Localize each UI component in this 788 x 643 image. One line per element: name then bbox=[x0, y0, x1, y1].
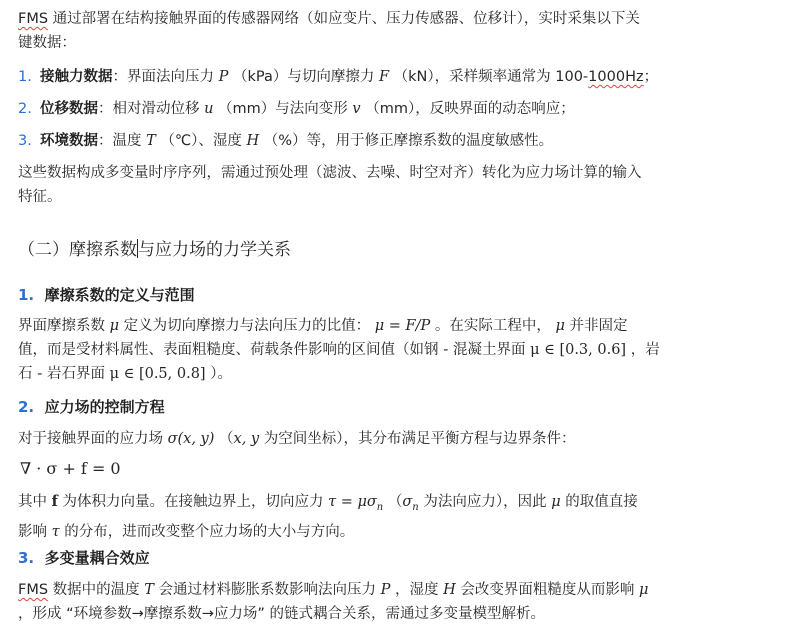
text: 其中 bbox=[18, 494, 52, 510]
text: ，岩 bbox=[626, 342, 660, 358]
subheading-number: 1. bbox=[18, 286, 35, 304]
text: （ bbox=[383, 494, 403, 510]
math-symbol-tau: τ bbox=[51, 523, 60, 540]
coupling-paragraph bbox=[18, 578, 770, 626]
summary-line-2: 特征。 bbox=[18, 189, 62, 205]
list-item-text: （kPa）与切向摩擦力 bbox=[228, 69, 379, 85]
math-symbol-F: F bbox=[378, 69, 390, 85]
list-item-text: ：界面法向压力 bbox=[112, 69, 219, 85]
math-sigma-xy: σ(x, y) bbox=[167, 431, 215, 447]
intro-line-1: 通过部署在结构接触界面的传感器网络（如应变片、压力传感器、位移计），实时采集以下关 bbox=[48, 11, 640, 27]
range-steel-concrete: μ ∈ [0.3, 0.6] bbox=[530, 342, 627, 358]
math-symbol-H: H bbox=[246, 133, 260, 149]
list-item-text: （mm）与法向变形 bbox=[213, 101, 353, 117]
math-symbol-u: u bbox=[204, 101, 214, 117]
text: 数据中的温度 bbox=[48, 582, 145, 598]
math-symbol-P: P bbox=[380, 582, 391, 598]
sampling-rate: 100-1000Hz bbox=[555, 69, 644, 85]
math-symbol-mu: μ bbox=[639, 582, 649, 598]
text: 影响 bbox=[18, 523, 52, 540]
list-item-title: 环境数据 bbox=[40, 133, 98, 149]
text: 的分布，进而改变整个应力场的大小与方向。 bbox=[59, 523, 355, 540]
list-item-environment bbox=[18, 129, 770, 153]
list-item-text: （mm），反映界面的动态响应； bbox=[360, 101, 575, 117]
text: 的取值直接 bbox=[560, 494, 638, 510]
math-symbol-mu: μ bbox=[109, 318, 120, 334]
text: 为体积力向量。在接触边界上，切向应力 bbox=[57, 494, 329, 510]
subheading-title: 多变量耦合效应 bbox=[44, 549, 150, 567]
list-item-text: ：温度 bbox=[98, 133, 147, 149]
list-item-displacement bbox=[18, 97, 770, 121]
list-item-text: （℃）、湿度 bbox=[155, 133, 247, 149]
subheading-number: 2. bbox=[18, 398, 35, 416]
subscript-n: n bbox=[376, 501, 384, 513]
equation-mu-definition: μ = F/P bbox=[374, 318, 431, 334]
subheading-number: 3. bbox=[18, 549, 35, 567]
text: 石 - 岩石界面 bbox=[18, 366, 110, 382]
list-item-title: 接触力数据 bbox=[40, 69, 113, 85]
list-item-text: （kN），采样频率通常为 bbox=[389, 69, 556, 85]
text: ，湿度 bbox=[390, 582, 444, 598]
list-item-contact-force bbox=[18, 65, 770, 89]
list-item-text: ； bbox=[643, 69, 659, 85]
list-number: 2. bbox=[18, 101, 32, 117]
text: 值，而是受材料属性、表面粗糙度、荷载条件影响的区间值（如钢 - 混凝土界面 bbox=[18, 342, 531, 358]
stress-explanation-paragraph bbox=[18, 490, 770, 544]
text: 对于接触界面的应力场 bbox=[18, 431, 168, 447]
math-sigma-n: σ bbox=[402, 494, 413, 510]
math-symbol-v: v bbox=[352, 101, 361, 117]
subheading-friction-definition bbox=[18, 283, 195, 307]
text: 定义为切向摩擦力与法向压力的比值： bbox=[119, 318, 375, 334]
subheading-stress-equation bbox=[18, 395, 165, 419]
text: 会通过材料膨胀系数影响法向压力 bbox=[153, 582, 381, 598]
equation-tau: τ = μσ bbox=[328, 494, 377, 510]
math-symbol-T: T bbox=[146, 133, 156, 149]
section-heading-part: （二）摩擦系数 bbox=[18, 240, 137, 260]
text: 并非固定 bbox=[564, 318, 628, 334]
summary-paragraph bbox=[18, 161, 770, 209]
list-item-text: （%）等，用于修正摩擦系数的温度敏感性。 bbox=[259, 133, 554, 149]
text: 。在实际工程中， bbox=[430, 318, 556, 334]
list-item-title: 位移数据 bbox=[40, 101, 98, 117]
text: 界面摩擦系数 bbox=[18, 318, 110, 334]
math-symbol-T: T bbox=[144, 582, 154, 598]
text: 会改变界面粗糙度从而影响 bbox=[455, 582, 640, 598]
fms-acronym: FMS bbox=[18, 11, 49, 27]
stress-intro-line bbox=[18, 427, 770, 451]
friction-definition-paragraph bbox=[18, 314, 770, 386]
text: 为法向应力），因此 bbox=[418, 494, 552, 510]
section-heading bbox=[18, 238, 291, 262]
text: （ bbox=[214, 431, 234, 447]
math-xy: x, y bbox=[233, 431, 260, 447]
equilibrium-equation: ∇ · σ + f = 0 bbox=[20, 459, 121, 478]
intro-line-2: 键数据： bbox=[18, 35, 76, 51]
math-vector-f: f bbox=[51, 493, 58, 510]
subscript-n: n bbox=[412, 501, 419, 513]
list-item-text: ：相对滑动位移 bbox=[98, 101, 205, 117]
range-rock-rock: μ ∈ [0.5, 0.8] bbox=[109, 366, 206, 382]
coupling-line-2: ，形成 “环境参数→摩擦系数→应力场” 的链式耦合关系，需通过多变量模型解析。 bbox=[18, 606, 546, 622]
list-number: 3. bbox=[18, 133, 32, 149]
section-heading-part: 与应力场的力学关系 bbox=[138, 240, 291, 260]
summary-line-1: 这些数据构成多变量时序序列，需通过预处理（滤波、去噪、时空对齐）转化为应力场计算的输入 bbox=[18, 165, 642, 181]
subheading-title: 应力场的控制方程 bbox=[44, 398, 165, 416]
subheading-title: 摩擦系数的定义与范围 bbox=[44, 286, 195, 304]
intro-paragraph bbox=[18, 7, 770, 55]
math-symbol-mu: μ bbox=[555, 318, 565, 334]
subheading-coupling-effect bbox=[18, 546, 150, 570]
list-number: 1. bbox=[18, 69, 32, 85]
fms-acronym: FMS bbox=[18, 582, 49, 598]
text: 为空间坐标），其分布满足平衡方程与边界条件： bbox=[259, 431, 576, 447]
math-symbol-mu: μ bbox=[551, 494, 561, 510]
text: ）。 bbox=[205, 366, 232, 382]
math-symbol-P: P bbox=[218, 69, 229, 85]
math-symbol-H: H bbox=[443, 582, 456, 598]
